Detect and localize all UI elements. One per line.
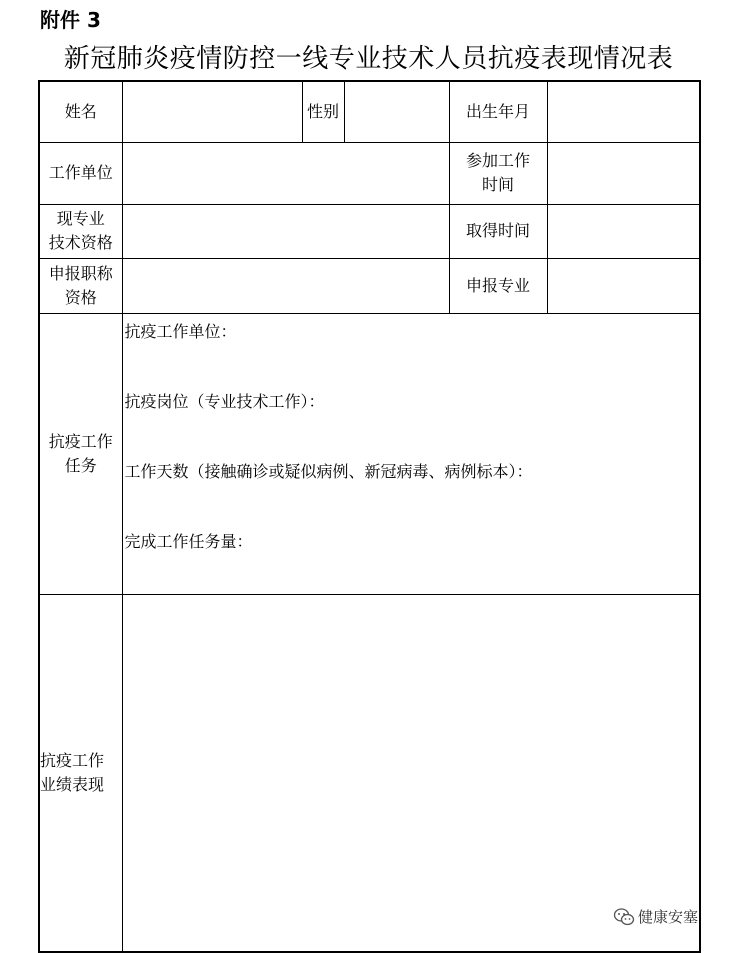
row-tasks bbox=[39, 313, 700, 594]
gender-label: 性别 bbox=[302, 81, 344, 142]
name-label: 姓名 bbox=[39, 81, 122, 142]
apply-title-label bbox=[39, 258, 122, 313]
row-name bbox=[39, 81, 700, 142]
page-title: 新冠肺炎疫情防控一线专业技术人员抗疫表现情况表 bbox=[63, 44, 674, 74]
qualification-label-line1: 现专业 bbox=[56, 209, 105, 228]
birth-field[interactable] bbox=[547, 81, 700, 142]
performance-label-line1: 抗疫工作 bbox=[40, 750, 105, 770]
join-time-label-line2: 时间 bbox=[481, 175, 514, 194]
performance-label-line2: 业绩表现 bbox=[40, 774, 105, 794]
join-time-label bbox=[449, 142, 547, 204]
gender-field[interactable] bbox=[344, 81, 449, 142]
apply-title-label-line1: 申报职称 bbox=[48, 263, 113, 283]
name-field[interactable] bbox=[122, 81, 302, 142]
apply-title-label-line2: 资格 bbox=[64, 287, 97, 307]
row-work-unit bbox=[39, 142, 700, 204]
join-time-label-line1: 参加工作 bbox=[465, 151, 530, 170]
apply-major-label: 申报专业 bbox=[449, 258, 547, 313]
task-label-line2: 任务 bbox=[64, 455, 97, 475]
wechat-icon bbox=[613, 907, 635, 927]
row-apply-title bbox=[39, 258, 700, 313]
task-unit-line: 抗疫工作单位： bbox=[124, 321, 237, 341]
form-table bbox=[38, 80, 701, 953]
watermark bbox=[613, 906, 698, 927]
row-performance bbox=[39, 594, 700, 952]
qualification-label bbox=[39, 204, 122, 258]
annex-label: 附件 3 bbox=[40, 8, 101, 32]
task-post-line: 抗疫岗位（专业技术工作）： bbox=[124, 391, 325, 411]
task-amount-line: 完成工作任务量： bbox=[124, 531, 253, 551]
performance-field[interactable] bbox=[122, 594, 700, 952]
birth-label: 出生年月 bbox=[449, 81, 547, 142]
apply-title-field[interactable] bbox=[122, 258, 449, 313]
apply-major-field[interactable] bbox=[547, 258, 700, 313]
obtain-time-label: 取得时间 bbox=[449, 204, 547, 258]
qualification-label-line2: 技术资格 bbox=[48, 233, 113, 252]
row-qualification bbox=[39, 204, 700, 258]
task-field[interactable] bbox=[122, 313, 700, 594]
qualification-field[interactable] bbox=[122, 204, 449, 258]
task-days-line: 工作天数（接触确诊或疑似病例、新冠病毒、病例标本）： bbox=[124, 461, 533, 481]
work-unit-label: 工作单位 bbox=[39, 142, 122, 204]
obtain-time-field[interactable] bbox=[547, 204, 700, 258]
task-label bbox=[39, 313, 122, 594]
task-label-line1: 抗疫工作 bbox=[48, 431, 113, 451]
performance-label bbox=[39, 594, 122, 952]
watermark-text: 健康安塞 bbox=[638, 908, 699, 926]
work-unit-field[interactable] bbox=[122, 142, 449, 204]
join-time-field[interactable] bbox=[547, 142, 700, 204]
